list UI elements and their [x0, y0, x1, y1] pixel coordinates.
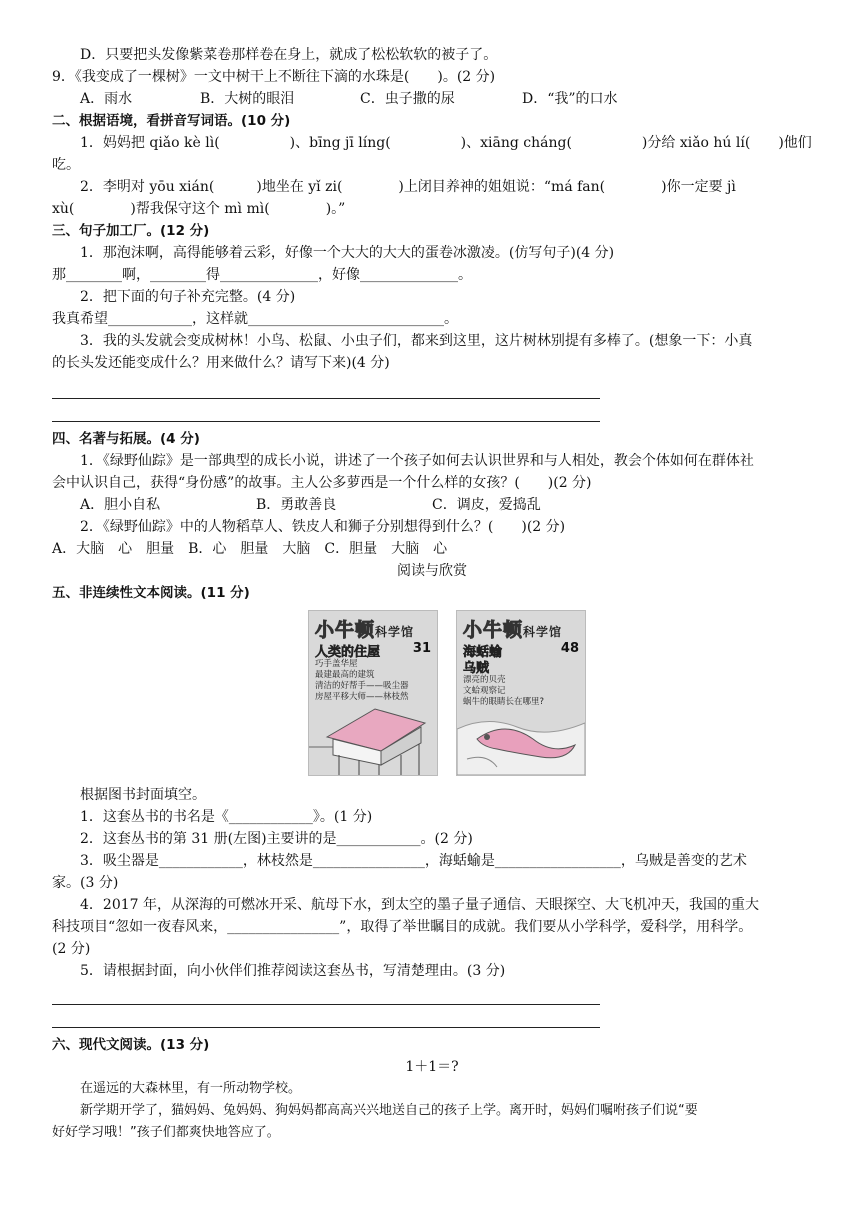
- sec4-q1-options: [52, 494, 812, 516]
- cover-brand: 小牛顿科学馆: [315, 619, 415, 641]
- sec3-q3-line1: 3．我的头发就会变成树林！小鸟、松鼠、小虫子们，都来到这里，这片树林别提有多棒了。(想象一下：小真: [80, 333, 753, 349]
- sec5-q1: 1．这套丛书的书名是《____________》。(1 分): [80, 809, 373, 825]
- q9-option-d: D．“我”的口水: [522, 91, 618, 107]
- sec5-q3-line2: 家。(3 分): [52, 875, 119, 891]
- sec3-q1-fill: 那________啊，________得______________，好像______________。: [52, 267, 472, 283]
- exam-page: [52, 44, 812, 1144]
- answer-line[interactable]: [52, 1011, 600, 1028]
- sec5-q2: 2．这套丛书的第 31 册(左图)主要讲的是____________。(2 分): [80, 831, 473, 847]
- sec4-q1-option-b: B．勇敢善良: [256, 497, 337, 513]
- sec4-q1-option-a: A．胆小自私: [80, 497, 161, 513]
- section-6-title: 六、现代文阅读。(13 分): [52, 1037, 210, 1053]
- story-title: 1＋1＝?: [405, 1059, 459, 1075]
- stilt-house-illustration: [309, 703, 437, 775]
- sec3-q2: 2．把下面的句子补充完整。(4 分): [80, 289, 296, 305]
- section-5-title: 五、非连续性文本阅读。(11 分): [52, 585, 250, 601]
- cover-line: 清洁的好帮手——吸尘器: [315, 681, 409, 691]
- sec4-q2: 2．《绿野仙踪》中的人物稻草人、铁皮人和狮子分别想得到什么？( )(2 分): [80, 519, 566, 535]
- sec5-q4-line1: 4．2017 年，从深海的可燃冰开采、航母下水，到太空的墨子量子通信、天眼探空、大飞机冲天，我国的重大: [80, 897, 759, 913]
- book-cover-left: [308, 610, 438, 776]
- section-3-title: 三、句子加工厂。(12 分): [52, 223, 210, 239]
- sec2-q1-line2: 吃。: [52, 157, 80, 173]
- cover-line: 蜗牛的眼睛长在哪里?: [463, 697, 545, 707]
- sea-slug-illustration: [457, 709, 585, 775]
- q9-option-b: B．大树的眼泪: [200, 91, 295, 107]
- reading-heading: 阅读与欣赏: [397, 563, 467, 579]
- sec5-q4-line2: 科技项目“忽如一夜春风来，________________”，取得了举世瞩目的成就。我们要从小学科学，爱科学，用科学。: [52, 919, 753, 935]
- sec3-q3-line2: 的长头发还能变成什么？用来做什么？请写下来)(4 分): [52, 355, 390, 371]
- answer-line[interactable]: [52, 382, 600, 399]
- cover-brand: 小牛顿科学馆: [463, 619, 563, 641]
- sec5-q5: 5．请根据封面，向小伙伴们推荐阅读这套丛书，写清楚理由。(3 分): [80, 963, 506, 979]
- cover-number: 48: [560, 641, 579, 656]
- sec2-q2-line1: 2．李明对 yōu xián( )地坐在 yǐ zi( )上闭目养神的姐姐说：“má fan( )你一定要 jì: [80, 179, 736, 195]
- cover-line: 巧手盖华屋: [315, 659, 358, 669]
- q9-option-a: A．雨水: [80, 91, 133, 107]
- cover-topic: 人类的住屋: [315, 645, 381, 660]
- q9-stem: 9．《我变成了一棵树》一文中树干上不断往下滴的水珠是( )。(2 分): [52, 69, 496, 85]
- cover-line: 最建最高的建筑: [315, 670, 375, 680]
- sec3-q1: 1．那泡沫啊，高得能够着云彩，好像一个大大的大大的蛋卷冰激凌。(仿写句子)(4 分): [80, 245, 615, 261]
- sec4-q1-line2: 会中认识自己，获得“身份感”的故事。主人公多萝西是一个什么样的女孩？( )(2 分): [52, 475, 592, 491]
- q8-option-d: D．只要把头发像紫菜卷那样卷在身上，就成了松松软软的被子了。: [80, 47, 498, 63]
- story-paragraph-2-line2: 好好学习哦！”孩子们都爽快地答应了。: [52, 1125, 280, 1140]
- sec5-intro: 根据图书封面填空。: [80, 787, 206, 803]
- cover-line: 文蛤观察记: [463, 686, 506, 696]
- story-paragraph-1: 在遥远的大森林里，有一所动物学校。: [80, 1081, 302, 1096]
- sec3-q2-fill: 我真希望____________，这样就____________________________。: [52, 311, 458, 327]
- book-covers: [52, 610, 812, 780]
- sec2-q2-line2: xù( )帮我保守这个 mì mì( )。”: [52, 201, 346, 217]
- cover-number: 31: [412, 641, 431, 656]
- q9-options: [52, 88, 812, 110]
- story-paragraph-2-line1: 新学期开学了，猫妈妈、兔妈妈、狗妈妈都高高兴兴地送自己的孩子上学。离开时，妈妈们嘱咐孩子们说“要: [80, 1103, 698, 1118]
- cover-topic: 海蛞蝓: [463, 645, 503, 660]
- sec4-q2-options: A．大脑 心 胆量 B．心 胆量 大脑 C．胆量 大脑 心: [52, 541, 448, 557]
- section-2-title: 二、根据语境，看拼音写词语。(10 分): [52, 113, 291, 129]
- sec4-q1-option-c: C．调皮，爱捣乱: [432, 497, 541, 513]
- sec5-q4-line3: (2 分): [52, 941, 91, 957]
- cover-topic-2: 乌贼: [463, 661, 490, 676]
- book-cover-right: [456, 610, 586, 776]
- sec5-q3-line1: 3．吸尘器是____________，林枝然是________________，海蛞蝓是__________________，乌贼是善变的艺术: [80, 853, 747, 869]
- answer-line[interactable]: [52, 405, 600, 422]
- section-4-title: 四、名著与拓展。(4 分): [52, 431, 200, 447]
- cover-line: 房屋平移大师——林枝然: [315, 692, 409, 702]
- cover-line: 漂亮的贝壳: [463, 675, 506, 685]
- answer-line[interactable]: [52, 988, 600, 1005]
- q9-option-c: C．虫子撒的尿: [360, 91, 455, 107]
- sec2-q1-line1: 1．妈妈把 qiǎo kè lì( )、bīng jī líng( )、xiāng cháng( )分给 xiǎo hú lí( )他们: [80, 135, 812, 151]
- sec4-q1-line1: 1．《绿野仙踪》是一部典型的成长小说，讲述了一个孩子如何去认识世界和与人相处，教会个体如何在群体社: [80, 453, 754, 469]
